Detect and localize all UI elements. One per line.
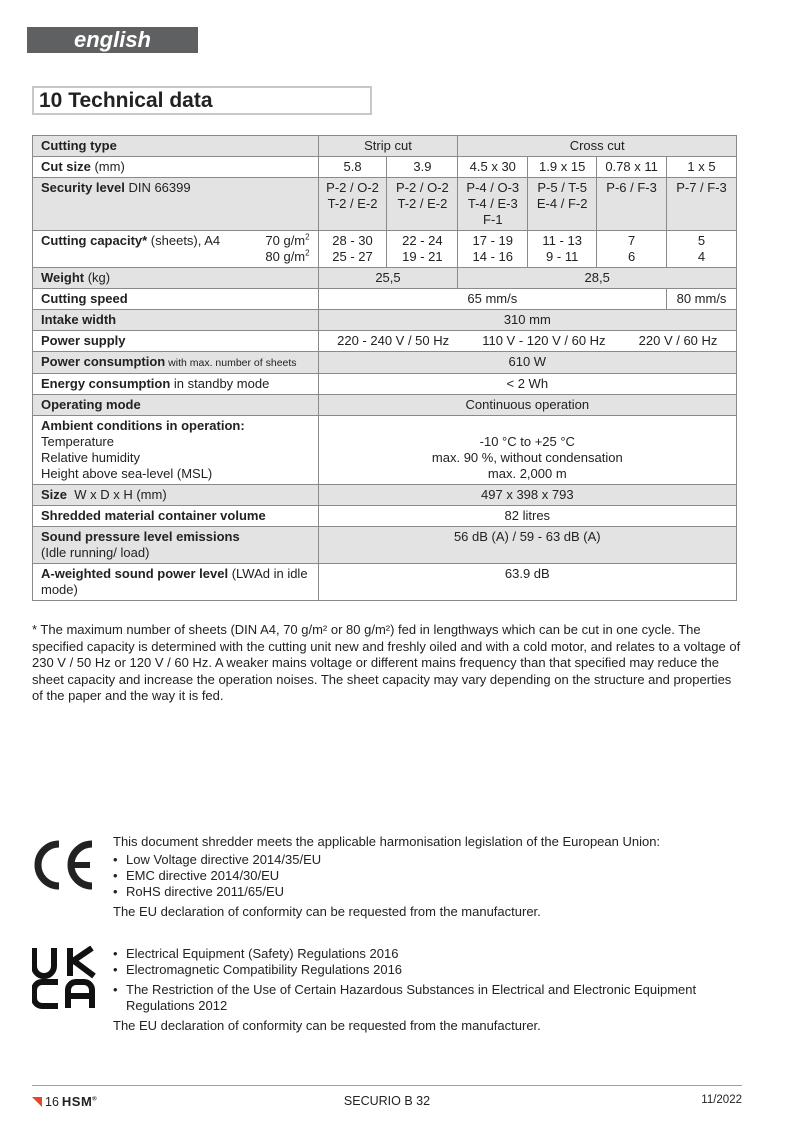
cell: 3.9	[387, 157, 458, 178]
cell: 1.9 x 15	[528, 157, 597, 178]
row-weight	[33, 268, 737, 289]
cell: 65 mm/s	[318, 289, 666, 310]
cell: 11 - 13 9 - 11	[528, 231, 597, 268]
row-label: Cut size (mm)	[33, 157, 319, 178]
row-label: A-weighted sound power level (LWAd in idle mode)	[33, 564, 319, 601]
cell: 25,5	[318, 268, 458, 289]
page-title: 10 Technical data	[32, 86, 372, 115]
cell: 610 W	[318, 352, 736, 374]
row-label: Power consumption with max. number of sheets	[33, 352, 319, 374]
row-label: Weight (kg)	[33, 268, 319, 289]
row-label: Cutting type	[33, 136, 319, 157]
row-cut-size	[33, 157, 737, 178]
cell: 28,5	[458, 268, 737, 289]
ce-directive-list	[113, 852, 743, 900]
cell: P-5 / T-5 E-4 / F-2	[528, 178, 597, 231]
cell: 5 4	[667, 231, 737, 268]
cell: 28 - 30 25 - 27	[318, 231, 387, 268]
list-item: • Electromagnetic Compatibility Regulations 2016	[113, 962, 743, 978]
row-security-level	[33, 178, 737, 231]
cell: < 2 Wh	[318, 374, 736, 395]
row-label: Power supply	[33, 331, 319, 352]
cell: 63.9 dB	[318, 564, 736, 601]
row-cutting-speed	[33, 289, 737, 310]
ce-intro: This document shredder meets the applicable harmonisation legislation of the European Union:	[113, 834, 661, 849]
row-label: Size W x D x H (mm)	[33, 485, 319, 506]
row-size	[33, 485, 737, 506]
cell: 497 x 398 x 793	[318, 485, 736, 506]
row-sound-power	[33, 564, 737, 601]
cell: 22 - 24 19 - 21	[387, 231, 458, 268]
row-cutting-capacity	[33, 231, 737, 268]
cross-cut-header: Cross cut	[458, 136, 737, 157]
cell: P-7 / F-3	[667, 178, 737, 231]
row-operating-mode	[33, 395, 737, 416]
row-label: Sound pressure level emissions (Idle running/ load)	[33, 527, 319, 564]
cell: P-2 / O-2 T-2 / E-2	[318, 178, 387, 231]
list-item: • Low Voltage directive 2014/35/EU	[113, 852, 743, 868]
ukca-declaration: The EU declaration of conformity can be requested from the manufacturer.	[113, 1018, 541, 1033]
page-number: 16	[45, 1094, 59, 1109]
row-energy-consumption	[33, 374, 737, 395]
cell: 17 - 19 14 - 16	[458, 231, 528, 268]
strip-cut-header: Strip cut	[318, 136, 458, 157]
ce-declaration: The EU declaration of conformity can be requested from the manufacturer.	[113, 904, 541, 919]
cell: 220 - 240 V / 50 Hz 110 V - 120 V / 60 Hz 220 V / 60 Hz	[318, 331, 736, 352]
cell: -10 °C to +25 °C max. 90 %, without condensation max. 2,000 m	[318, 416, 736, 485]
row-label: Ambient conditions in operation: Temperature Relative humidity Height above sea-level (MSL)	[33, 416, 319, 485]
row-label: Energy consumption in standby mode	[33, 374, 319, 395]
cell: 80 mm/s	[667, 289, 737, 310]
language-tab: english	[27, 27, 198, 53]
row-label: Security level DIN 66399	[33, 178, 319, 231]
cell: P-4 / O-3 T-4 / E-3 F-1	[458, 178, 528, 231]
list-item: • Electrical Equipment (Safety) Regulations 2016	[113, 946, 743, 962]
document-date: 11/2022	[701, 1094, 742, 1106]
cell: 4.5 x 30	[458, 157, 528, 178]
row-container-volume	[33, 506, 737, 527]
cell: 0.78 x 11	[597, 157, 667, 178]
row-label: Shredded material container volume	[33, 506, 319, 527]
page-footer	[32, 1094, 742, 1110]
row-label: Operating mode	[33, 395, 319, 416]
cell: P-2 / O-2 T-2 / E-2	[387, 178, 458, 231]
cell: 56 dB (A) / 59 - 63 dB (A)	[318, 527, 736, 564]
list-item: • EMC directive 2014/30/EU	[113, 868, 743, 884]
cell: 310 mm	[318, 310, 736, 331]
list-item: • The Restriction of the Use of Certain Hazardous Substances in Electrical and Electronic Equipment Regulations 2012	[113, 982, 743, 1014]
row-ambient-conditions	[33, 416, 737, 485]
row-intake-width	[33, 310, 737, 331]
cell: 5.8	[318, 157, 387, 178]
row-label: Cutting speed	[33, 289, 319, 310]
row-power-consumption	[33, 352, 737, 374]
row-power-supply	[33, 331, 737, 352]
cell: 82 litres	[318, 506, 736, 527]
ukca-regulation-list	[113, 946, 743, 1014]
technical-data-table	[32, 135, 737, 601]
ce-mark-icon	[32, 840, 98, 890]
cell: P-6 / F-3	[597, 178, 667, 231]
cell: 1 x 5	[667, 157, 737, 178]
row-cutting-type	[33, 136, 737, 157]
ukca-mark-icon	[32, 946, 98, 1010]
row-sound-pressure	[33, 527, 737, 564]
cell: 7 6	[597, 231, 667, 268]
product-name: SECURIO B 32	[343, 1094, 431, 1108]
cell: Continuous operation	[318, 395, 736, 416]
footer-divider	[32, 1085, 742, 1086]
hsm-logo: HSM®	[61, 1094, 98, 1109]
list-item: • RoHS directive 2011/65/EU	[113, 884, 743, 900]
row-label: Cutting capacity* (sheets), A4 70 $g/m^2$ 80 $g/m^2$	[33, 231, 319, 268]
row-label: Intake width	[33, 310, 319, 331]
footnote: * The maximum number of sheets (DIN A4, 70 g/m² or 80 g/m²) fed in lengthways which can be cut in one cycle. The specified capacity is determined with the cutting unit new and freshly oiled and with a cold motor, and relates to a voltage of 230 V / 50 Hz or 120 V / 60 Hz. A weaker mains voltage or different mains frequency than that specified may reduce the sheet capacity and increase the operation noises. The sheet capacity may vary depending on the structure and properties of the paper and the way it is fed.	[32, 622, 741, 703]
